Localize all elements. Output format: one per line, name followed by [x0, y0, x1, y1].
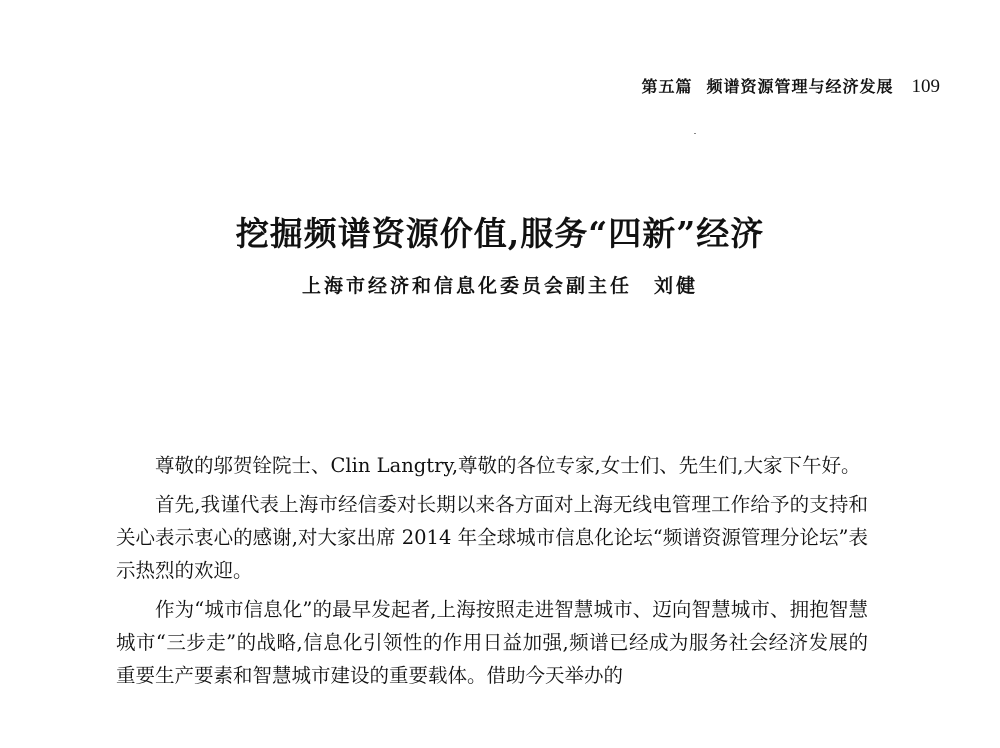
header-chapter: 频谱资源管理与经济发展: [706, 77, 894, 96]
body-text: [116, 449, 868, 698]
byline: [0, 271, 1000, 298]
header-part: 第五篇: [641, 77, 693, 96]
article-title: 挖掘频谱资源价值,服务“四新”经济: [235, 214, 765, 253]
page-number: 109: [911, 76, 940, 97]
byline-organization: 上海市经济和信息化委员会副主任: [301, 275, 632, 297]
scan-speck: [694, 133, 696, 134]
byline-author: 刘健: [654, 275, 699, 297]
paragraph-greeting: 尊敬的邬贺铨院士、Clin Langtry,尊敬的各位专家,女士们、先生们,大家下午好。: [155, 454, 861, 477]
paragraph-smart-city: 作为“城市信息化”的最早发起者,上海按照走进智慧城市、迈向智慧城市、拥抱智慧城市“三步走”的战略,信息化引领性的作用日益加强,频谱已经成为服务社会经济发展的重要生产要素和智慧城市建设的重要载体。借助今天举办的: [116, 598, 868, 687]
paragraph-thanks: 首先,我谨代表上海市经信委对长期以来各方面对上海无线电管理工作给予的支持和关心表示衷心的感谢,对大家出席 2014 年全球城市信息化论坛“频谱资源管理分论坛”表示热烈的欢迎。: [116, 493, 868, 582]
running-header: [560, 74, 940, 98]
